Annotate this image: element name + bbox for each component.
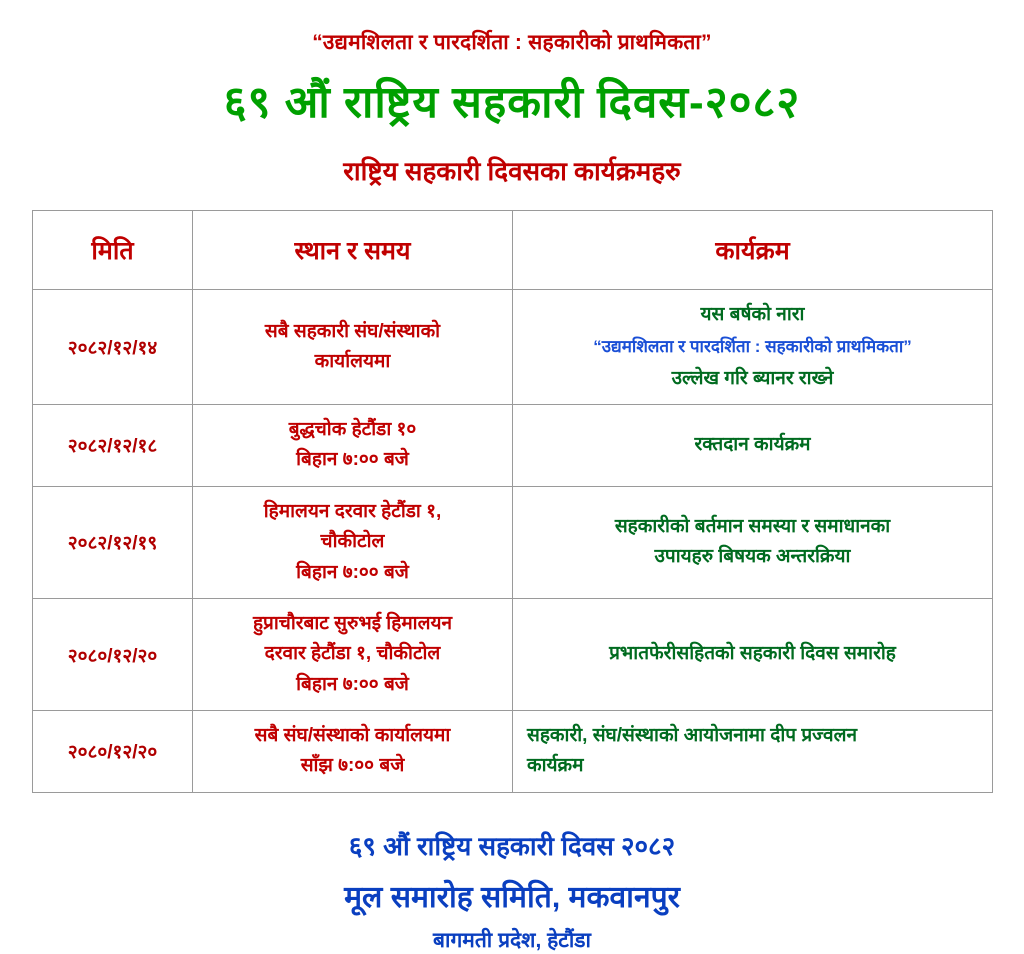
table-header xyxy=(33,211,993,290)
place-line: साँझ ७:०० बजे xyxy=(300,755,405,777)
table-row xyxy=(33,711,993,793)
cell-place-time xyxy=(193,598,513,710)
cell-program xyxy=(513,598,993,710)
table-row xyxy=(33,404,993,486)
place-line: हिमालयन दरवार हेटौंडा १, xyxy=(263,500,442,522)
cell-date: २०८२/१२/१४ xyxy=(33,290,193,405)
place-line: दरवार हेटौंडा १, चौकीटोल xyxy=(264,643,441,665)
page-title: ६९ औं राष्ट्रिय सहकारी दिवस-२०८२ xyxy=(223,78,801,127)
place-line: कार्यालयमा xyxy=(314,350,391,372)
cell-date: २०८०/१२/२० xyxy=(33,711,193,793)
footer-line-1: ६९ औं राष्ट्रिय सहकारी दिवस २०८२ xyxy=(348,830,676,861)
cell-place-time xyxy=(193,290,513,405)
table-body xyxy=(33,290,993,793)
program-line: प्रभातफेरीसहितको सहकारी दिवस समारोह xyxy=(609,643,896,665)
place-line: बिहान ७:०० बजे xyxy=(296,673,409,695)
schedule-table xyxy=(32,210,993,793)
cell-program xyxy=(513,711,993,793)
schedule-table-wrapper xyxy=(32,210,992,793)
poster-header xyxy=(0,0,1024,188)
program-line: यस बर्षको नारा xyxy=(700,304,805,325)
program-line: सहकारी, संघ/संस्थाको आयोजनामा दीप प्रज्वलन xyxy=(527,725,857,747)
place-line: सबै संघ/संस्थाको कार्यालयमा xyxy=(254,725,451,747)
section-subtitle: राष्ट्रिय सहकारी दिवसका कार्यक्रमहरु xyxy=(343,156,681,186)
cell-place-time xyxy=(193,486,513,598)
program-line: सहकारीको बर्तमान समस्या र समाधानका xyxy=(614,515,891,537)
cell-date: २०८२/१२/१८ xyxy=(33,404,193,486)
footer-line-2: मूल समारोह समिति, मकवानपुर xyxy=(344,880,680,914)
program-line: उल्लेख गरि ब्यानर राख्ने xyxy=(671,367,834,389)
table-row xyxy=(33,290,993,405)
program-line: कार्यक्रम xyxy=(527,755,584,777)
poster-footer xyxy=(0,827,1024,954)
place-line: बिहान ७:०० बजे xyxy=(296,449,409,471)
column-header-date: मिति xyxy=(33,211,193,290)
place-line: हुप्राचौरबाट सुरुभई हिमालयन xyxy=(252,612,453,634)
cell-program xyxy=(513,404,993,486)
cell-program xyxy=(513,486,993,598)
place-line: बुद्धचोक हेटौंडा १० xyxy=(288,418,417,440)
cell-date: २०८२/१२/१९ xyxy=(33,486,193,598)
program-slogan-line: “उद्यमशिलता र पारदर्शिता : सहकारीको प्राथमिकता” xyxy=(593,337,912,357)
table-header-row xyxy=(33,211,993,290)
slogan-text: “उद्यमशिलता र पारदर्शिता : सहकारीको प्राथमिकता” xyxy=(312,31,712,54)
table-row xyxy=(33,486,993,598)
place-line: चौकीटोल xyxy=(320,531,385,553)
place-line: सबै सहकारी संघ/संस्थाको xyxy=(264,320,441,342)
program-line: रक्तदान कार्यक्रम xyxy=(694,434,811,456)
cell-place-time xyxy=(193,711,513,793)
cell-program xyxy=(513,290,993,405)
place-line: बिहान ७:०० बजे xyxy=(296,561,409,583)
program-line: उपायहरु बिषयक अन्तरक्रिया xyxy=(654,546,851,568)
cell-place-time xyxy=(193,404,513,486)
column-header-program: कार्यक्रम xyxy=(513,211,993,290)
cell-date: २०८०/१२/२० xyxy=(33,598,193,710)
footer-line-3: बागमती प्रदेश, हेटौंडा xyxy=(433,928,591,952)
column-header-place-time: स्थान र समय xyxy=(193,211,513,290)
table-row xyxy=(33,598,993,710)
